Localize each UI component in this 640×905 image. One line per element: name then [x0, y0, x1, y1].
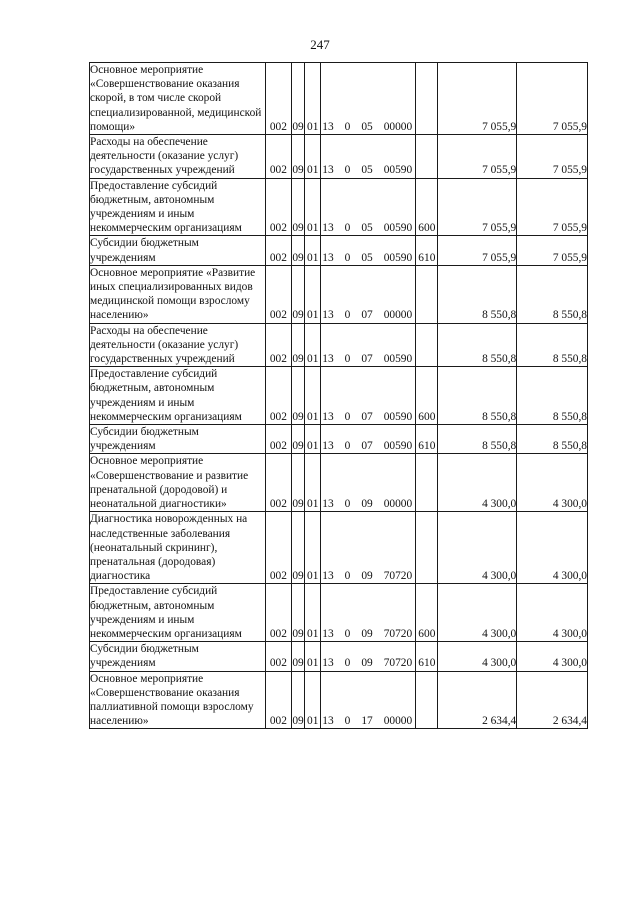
- target-article-part: 13: [322, 627, 334, 640]
- section-code-cell: 09: [292, 512, 305, 584]
- expense-name-cell: Основное мероприятие «Развитие иных специализированных видов медицинской помощи взрослому населению»: [90, 265, 266, 323]
- subsection-code-cell: 01: [305, 367, 321, 425]
- target-article-part: 07: [361, 309, 373, 322]
- glavn-code-cell: 002: [265, 236, 291, 265]
- expense-type-cell: [416, 265, 438, 323]
- target-article-part: 0: [344, 657, 351, 670]
- target-article-cell: [321, 671, 416, 729]
- amount-year1-cell: 4 300,0: [438, 454, 517, 512]
- amount-year2-cell: 4 300,0: [517, 584, 588, 642]
- table-row: [90, 425, 588, 454]
- glavn-code-cell: 002: [265, 584, 291, 642]
- expense-name-cell: Субсидии бюджетным учреждениям: [90, 236, 266, 265]
- target-article-code: [321, 251, 415, 265]
- target-article-part: 0: [344, 440, 351, 453]
- target-article-part: 09: [361, 570, 373, 583]
- subsection-code-cell: 01: [305, 642, 321, 671]
- amount-year2-cell: 4 300,0: [517, 512, 588, 584]
- glavn-code-cell: 002: [265, 323, 291, 367]
- expense-name-cell: Основное мероприятие «Совершенствование оказания паллиативной помощи взрослому населению»: [90, 671, 266, 729]
- target-article-part: 13: [322, 222, 334, 235]
- amount-year2-cell: 4 300,0: [517, 454, 588, 512]
- amount-year1-cell: 2 634,4: [438, 671, 517, 729]
- target-article-part: 13: [322, 309, 334, 322]
- expense-type-cell: [416, 63, 438, 135]
- target-article-cell: [321, 135, 416, 179]
- target-article-part: 09: [361, 498, 373, 511]
- subsection-code-cell: 01: [305, 323, 321, 367]
- target-article-part: 13: [322, 251, 334, 264]
- expense-type-cell: 610: [416, 425, 438, 454]
- target-article-part: 00590: [383, 164, 413, 177]
- subsection-code-cell: 01: [305, 454, 321, 512]
- target-article-cell: [321, 236, 416, 265]
- table-row: [90, 642, 588, 671]
- target-article-cell: [321, 642, 416, 671]
- amount-year2-cell: 8 550,8: [517, 323, 588, 367]
- target-article-code: [321, 308, 415, 322]
- subsection-code-cell: 01: [305, 265, 321, 323]
- target-article-part: 13: [322, 498, 334, 511]
- target-article-cell: [321, 367, 416, 425]
- table-row: [90, 454, 588, 512]
- amount-year2-cell: 2 634,4: [517, 671, 588, 729]
- target-article-cell: [321, 63, 416, 135]
- target-article-cell: [321, 323, 416, 367]
- glavn-code-cell: 002: [265, 512, 291, 584]
- section-code-cell: 09: [292, 63, 305, 135]
- target-article-part: 00000: [383, 715, 413, 728]
- target-article-part: 13: [322, 715, 334, 728]
- target-article-part: 0: [344, 715, 351, 728]
- amount-year1-cell: 4 300,0: [438, 584, 517, 642]
- target-article-code: [321, 163, 415, 177]
- target-article-part: 00000: [383, 120, 413, 133]
- glavn-code-cell: 002: [265, 135, 291, 179]
- expense-type-cell: 610: [416, 236, 438, 265]
- target-article-part: 17: [361, 715, 373, 728]
- target-article-code: [321, 352, 415, 366]
- section-code-cell: 09: [292, 425, 305, 454]
- target-article-part: 0: [344, 410, 351, 423]
- target-article-part: 13: [322, 410, 334, 423]
- target-article-part: 00590: [383, 410, 413, 423]
- target-article-part: 0: [344, 222, 351, 235]
- amount-year2-cell: 7 055,9: [517, 135, 588, 179]
- amount-year1-cell: 8 550,8: [438, 265, 517, 323]
- target-article-part: 0: [344, 498, 351, 511]
- target-article-part: 70720: [383, 627, 413, 640]
- target-article-code: [321, 714, 415, 728]
- target-article-part: 00590: [383, 440, 413, 453]
- target-article-part: 05: [361, 164, 373, 177]
- target-article-code: [321, 221, 415, 235]
- target-article-part: 13: [322, 120, 334, 133]
- expense-name-cell: Расходы на обеспечение деятельности (оказание услуг) государственных учреждений: [90, 323, 266, 367]
- expense-name-cell: Основное мероприятие «Совершенствование оказания скорой, в том числе скорой специализированной, медицинской помощи»: [90, 63, 266, 135]
- glavn-code-cell: 002: [265, 454, 291, 512]
- section-code-cell: 09: [292, 454, 305, 512]
- expense-name-cell: Субсидии бюджетным учреждениям: [90, 642, 266, 671]
- expense-type-cell: [416, 135, 438, 179]
- expense-type-cell: 610: [416, 642, 438, 671]
- amount-year1-cell: 4 300,0: [438, 642, 517, 671]
- expense-type-cell: [416, 671, 438, 729]
- expense-name-cell: Расходы на обеспечение деятельности (оказание услуг) государственных учреждений: [90, 135, 266, 179]
- glavn-code-cell: 002: [265, 367, 291, 425]
- subsection-code-cell: 01: [305, 135, 321, 179]
- target-article-part: 07: [361, 353, 373, 366]
- section-code-cell: 09: [292, 367, 305, 425]
- target-article-part: 05: [361, 251, 373, 264]
- expense-name-cell: Предоставление субсидий бюджетным, автономным учреждениям и иным некоммерческим организациям: [90, 584, 266, 642]
- table-row: [90, 584, 588, 642]
- amount-year2-cell: 4 300,0: [517, 642, 588, 671]
- target-article-part: 07: [361, 440, 373, 453]
- amount-year1-cell: 4 300,0: [438, 512, 517, 584]
- section-code-cell: 09: [292, 642, 305, 671]
- target-article-cell: [321, 425, 416, 454]
- section-code-cell: 09: [292, 265, 305, 323]
- target-article-part: 0: [344, 353, 351, 366]
- table-row: [90, 367, 588, 425]
- target-article-code: [321, 410, 415, 424]
- budget-table: [89, 62, 588, 729]
- target-article-cell: [321, 265, 416, 323]
- target-article-part: 00000: [383, 309, 413, 322]
- table-row: [90, 265, 588, 323]
- amount-year2-cell: 8 550,8: [517, 367, 588, 425]
- amount-year2-cell: 8 550,8: [517, 265, 588, 323]
- amount-year1-cell: 7 055,9: [438, 63, 517, 135]
- subsection-code-cell: 01: [305, 236, 321, 265]
- expense-name-cell: Субсидии бюджетным учреждениям: [90, 425, 266, 454]
- table-row: [90, 671, 588, 729]
- table-row: [90, 63, 588, 135]
- target-article-part: 0: [344, 309, 351, 322]
- section-code-cell: 09: [292, 584, 305, 642]
- target-article-code: [321, 439, 415, 453]
- page-number: 247: [310, 37, 330, 52]
- target-article-part: 07: [361, 410, 373, 423]
- amount-year2-cell: 7 055,9: [517, 178, 588, 236]
- target-article-part: 00590: [383, 251, 413, 264]
- target-article-code: [321, 656, 415, 670]
- expense-type-cell: [416, 323, 438, 367]
- target-article-part: 00000: [383, 498, 413, 511]
- expense-type-cell: [416, 454, 438, 512]
- amount-year2-cell: 7 055,9: [517, 236, 588, 265]
- target-article-cell: [321, 512, 416, 584]
- section-code-cell: 09: [292, 135, 305, 179]
- table-row: [90, 178, 588, 236]
- amount-year2-cell: 7 055,9: [517, 63, 588, 135]
- target-article-part: 70720: [383, 570, 413, 583]
- section-code-cell: 09: [292, 671, 305, 729]
- table-row: [90, 135, 588, 179]
- subsection-code-cell: 01: [305, 512, 321, 584]
- expense-name-cell: Предоставление субсидий бюджетным, автономным учреждениям и иным некоммерческим организациям: [90, 178, 266, 236]
- glavn-code-cell: 002: [265, 671, 291, 729]
- target-article-code: [321, 569, 415, 583]
- table-row: [90, 323, 588, 367]
- expense-type-cell: 600: [416, 584, 438, 642]
- table-row: [90, 236, 588, 265]
- amount-year2-cell: 8 550,8: [517, 425, 588, 454]
- amount-year1-cell: 7 055,9: [438, 178, 517, 236]
- target-article-cell: [321, 178, 416, 236]
- target-article-part: 00590: [383, 222, 413, 235]
- table-row: [90, 512, 588, 584]
- target-article-part: 05: [361, 120, 373, 133]
- target-article-part: 09: [361, 627, 373, 640]
- glavn-code-cell: 002: [265, 63, 291, 135]
- section-code-cell: 09: [292, 236, 305, 265]
- target-article-part: 0: [344, 627, 351, 640]
- target-article-part: 13: [322, 164, 334, 177]
- target-article-cell: [321, 584, 416, 642]
- target-article-part: 09: [361, 657, 373, 670]
- subsection-code-cell: 01: [305, 178, 321, 236]
- target-article-code: [321, 120, 415, 134]
- amount-year1-cell: 7 055,9: [438, 236, 517, 265]
- target-article-part: 13: [322, 353, 334, 366]
- amount-year1-cell: 7 055,9: [438, 135, 517, 179]
- target-article-part: 0: [344, 251, 351, 264]
- target-article-part: 00590: [383, 353, 413, 366]
- amount-year1-cell: 8 550,8: [438, 367, 517, 425]
- amount-year1-cell: 8 550,8: [438, 323, 517, 367]
- expense-name-cell: Основное мероприятие «Совершенствование и развитие пренатальной (дородовой) и неонатальной диагностики»: [90, 454, 266, 512]
- target-article-part: 0: [344, 120, 351, 133]
- expense-name-cell: Предоставление субсидий бюджетным, автономным учреждениям и иным некоммерческим организациям: [90, 367, 266, 425]
- target-article-cell: [321, 454, 416, 512]
- glavn-code-cell: 002: [265, 265, 291, 323]
- glavn-code-cell: 002: [265, 642, 291, 671]
- target-article-part: 13: [322, 440, 334, 453]
- table-body: [90, 63, 588, 729]
- glavn-code-cell: 002: [265, 178, 291, 236]
- target-article-part: 70720: [383, 657, 413, 670]
- target-article-part: 13: [322, 657, 334, 670]
- amount-year1-cell: 8 550,8: [438, 425, 517, 454]
- glavn-code-cell: 002: [265, 425, 291, 454]
- expense-name-cell: Диагностика новорожденных на наследственные заболевания (неонатальный скрининг), пренатальная (дородовая) диагностика: [90, 512, 266, 584]
- section-code-cell: 09: [292, 323, 305, 367]
- target-article-part: 13: [322, 570, 334, 583]
- subsection-code-cell: 01: [305, 63, 321, 135]
- section-code-cell: 09: [292, 178, 305, 236]
- subsection-code-cell: 01: [305, 671, 321, 729]
- subsection-code-cell: 01: [305, 425, 321, 454]
- target-article-part: 05: [361, 222, 373, 235]
- expense-type-cell: 600: [416, 367, 438, 425]
- target-article-code: [321, 627, 415, 641]
- subsection-code-cell: 01: [305, 584, 321, 642]
- expense-type-cell: [416, 512, 438, 584]
- expense-type-cell: 600: [416, 178, 438, 236]
- target-article-part: 0: [344, 164, 351, 177]
- target-article-code: [321, 497, 415, 511]
- target-article-part: 0: [344, 570, 351, 583]
